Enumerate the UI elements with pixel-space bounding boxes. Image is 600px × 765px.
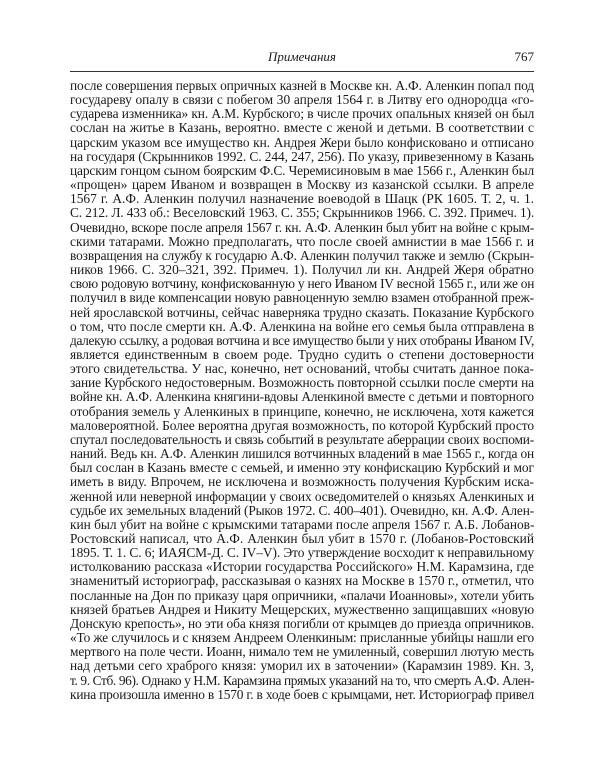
text-line: сослан на житье в Казань, вероятно. вместе с женой и детьми. В соответствии с [70,120,534,136]
text-line: князей братьев Андрея и Никиту Мещерских, мужественно защищавших «новую [70,601,535,617]
text-line: на государя (Скрынников 1992. С. 244, 247, 256). По указу, привезенному в Казань [70,148,534,164]
text-line: этого свидетельства. У нас, конечно, нет оснований, чтобы считать данное пока- [70,361,534,377]
text-line: знаменитый историограф, рассказывая о казнях на Москве в 1570 г., отметил, что [70,573,534,589]
text-line: царским гонцом сыном боярским Ф.С. Черемисиновым в мае 1566 г., Аленкин был [70,162,534,178]
text-line: возвращения на службу к государю А.Ф. Аленкин получил также и землю (Скрын- [70,247,535,263]
text-line: спутал последовательность и связь событий в результате аберрации своих воспоми- [70,431,534,447]
text-line: Донскую крепость», но эти оба князя погибли от крымцев до приезда опричников. [70,615,535,631]
running-header [70,47,534,69]
header-rule [70,71,534,72]
text-line: далекую ссылку, а родовая вотчина и все имущество были у них отобраны Иваном IV, [70,332,534,348]
text-line: женной или неверной информации у своих осведомителей о князьях Аленкиных и [70,488,534,504]
text-line: был сослан в Казань вместе с семьей, и именно эту конфискацию Курбский и мог [70,460,534,476]
text-line: «прощен» царем Иваном и возвращен в Москву из казанской ссылки. В апреле [70,177,534,193]
text-line: является единственным в своем роде. Трудно судить о степени достоверности [70,346,534,362]
text-line: истолкованию рассказа «Истории государства Российского» Н.М. Карамзина, где [70,559,534,575]
text-line: кина произошла именно в 1570 г. в ходе боев с крымцами, нет. Историограф привел [70,686,534,702]
text-line: зание Курбского недостоверным. Возможность повторной ссылки после смерти на [70,375,534,391]
text-line: свою родовую вотчину, конфискованную у него Иваном IV весной 1565 г., или же он [70,276,535,292]
text-line: получил в виде компенсации новую равноценную землю взамен отобранной преж- [70,290,534,306]
text-line: С. 212. Л. 433 об.: Веселовский 1963. С. 355; Скрынников 1966. С. 392. Примеч. 1). [70,205,535,221]
text-line: судьбе их земельных владений (Рыков 1972. С. 400–401). Очевидно, кн. А.Ф. Ален- [70,502,534,518]
text-line: скими татарами. Можно предполагать, что после своей амнистии в мае 1566 г. и [70,233,534,249]
text-line: государеву опалу в связи с побегом 30 апреля 1564 г. в Литву его однородца «го- [70,92,534,108]
notes-text [70,79,534,702]
text-line: иметь в виду. Впрочем, не исключена и возможность получения Курбским иска- [70,474,534,490]
text-line: посланные на Дон по приказу царя опричники, «палачи Иоанновы», хотели убить [70,587,534,603]
text-line: кин был убит на войне с крымскими татарами после апреля 1567 г. А.Б. Лобанов- [70,516,535,532]
text-line: маловероятной. Более вероятна другая возможность, по которой Курбский просто [70,417,534,433]
text-line: о том, что после смерти кн. А.Ф. Аленкина на войне его семья была отправлена в [70,318,535,334]
text-line: сударева изменника» кн. А.М. Курбского; в числе прочих опальных князей он был [70,106,535,122]
text-line: ней ярославской вотчины, сейчас наверняка трудно сказать. Показание Курбского [70,304,534,320]
text-line: 1567 г. А.Ф. Аленкин получил назначение воеводой в Шацк (РК 1605. Т. 2, ч. 1. [70,191,534,207]
text-line: после совершения первых опричных казней в Москве кн. А.Ф. Аленкин попал под [70,78,534,93]
text-line: «То же случилось и с князем Андреем Оленкиным: присланные убийцы нашли его [70,630,535,646]
text-line: мертвого на поле чести. Иоанн, нимало тем не умиленный, совершил лютую месть [70,644,534,660]
text-line: 1895. Т. 1. С. 6; ИАЯСМ-Д. С. IV–V). Это утверждение восходит к неправильному [70,545,534,561]
text-line: Ростовский написал, что А.Ф. Аленкин был убит в 1570 г. (Лобанов-Ростовский [70,531,534,546]
running-title: Примечания [268,49,336,64]
text-line: наний. Ведь кн. А.Ф. Аленкин лишился вотчинных владений в мае 1565 г., когда он [70,446,534,462]
text-line: т. 9. Стб. 96). Однако у Н.М. Карамзина прямых указаний на то, что смерть А.Ф. Ален- [70,672,535,688]
text-line: Очевидно, вскоре после апреля 1567 г. кн. А.Ф. Аленкин был убит на войне с крым- [70,219,534,235]
text-line: царским указом все имущество кн. Андрея Жери было конфисковано и отписано [70,134,534,150]
text-line: над детьми сего храброго князя: уморил их в заточении» (Карамзин 1989. Кн. 3, [70,658,534,674]
text-line: ников 1966. С. 320–321, 392. Примеч. 1). Получил ли кн. Андрей Жеря обратно [70,262,534,278]
text-line: войне кн. А.Ф. Аленкина княгини-вдовы Аленкиной вместе с детьми и повторного [70,389,534,405]
page-number: 767 [514,49,534,64]
text-line: отобрания земель у Аленкиных в принципе, конечно, не исключена, хотя кажется [70,403,534,419]
